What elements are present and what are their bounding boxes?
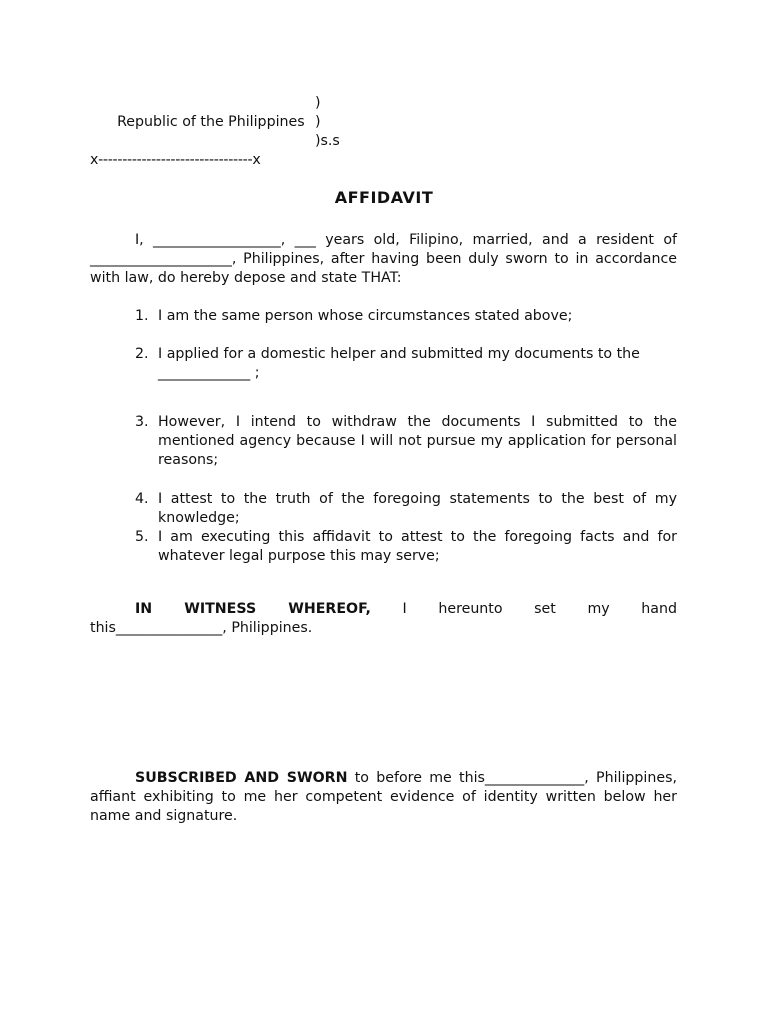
intro-paragraph xyxy=(90,231,677,288)
witness-paragraph xyxy=(90,600,677,638)
clause-1 xyxy=(135,307,677,326)
subscribed-rest: to before me this______________, Philippines, affiant exhibiting to me her competent evidence of identity written below her name and signature. xyxy=(90,770,677,824)
clause-number: 2. xyxy=(135,346,149,362)
clause-text: However, I intend to withdraw the documents I submitted to the mentioned agency because I will not pursue my application for personal reasons; xyxy=(158,414,677,468)
clause-list-3 xyxy=(135,413,677,470)
witness-bold: IN WITNESS WHEREOF, xyxy=(135,601,371,617)
clause-text: I attest to the truth of the foregoing statements to the best of my knowledge; xyxy=(158,491,677,526)
clause-text: I am the same person whose circumstances stated above; xyxy=(158,308,573,324)
witness-line-1 xyxy=(90,600,677,619)
clause-5 xyxy=(135,528,677,566)
clause-blank: _____________ ; xyxy=(158,365,260,381)
clause-list-2 xyxy=(135,345,677,383)
venue-paren-2: ) xyxy=(315,114,321,130)
venue-ss: )s.s xyxy=(315,133,340,149)
witness-line-2: this_______________, Philippines. xyxy=(90,620,313,636)
clause-4 xyxy=(135,490,677,528)
intro-text: I, __________________, ___ years old, Filipino, married, and a resident of ____________________, Philippines, after having been duly sworn to in accordance with law, do hereby depose and state THAT: xyxy=(90,232,677,286)
venue-paren-1: ) xyxy=(315,95,321,111)
subscribed-bold: SUBSCRIBED AND SWORN xyxy=(135,770,348,786)
subscribed-paragraph xyxy=(90,769,677,826)
republic-label: Republic of the Philippines xyxy=(117,114,305,130)
venue-rule: x--------------------------------x xyxy=(90,152,261,168)
venue-row-1 xyxy=(90,94,390,130)
clause-3 xyxy=(135,413,677,470)
venue-row-2 xyxy=(90,113,390,132)
document-title: AFFIDAVIT xyxy=(334,188,434,207)
clause-text: I applied for a domestic helper and submitted my documents to the xyxy=(158,346,640,362)
clause-list-1 xyxy=(135,307,677,326)
clause-number: 5. xyxy=(135,529,149,545)
clause-2 xyxy=(135,345,677,383)
venue-row-3 xyxy=(90,132,390,151)
venue-block xyxy=(90,94,390,170)
clause-text: I am executing this affidavit to attest to the foregoing facts and for whatever legal purpose this may serve; xyxy=(158,529,677,564)
clause-number: 4. xyxy=(135,491,149,507)
clause-number: 3. xyxy=(135,414,149,430)
clause-list-4 xyxy=(135,490,677,566)
subscribed-lead xyxy=(90,770,347,786)
witness-rest: I hereunto set my hand xyxy=(402,601,677,617)
clause-number: 1. xyxy=(135,308,149,324)
